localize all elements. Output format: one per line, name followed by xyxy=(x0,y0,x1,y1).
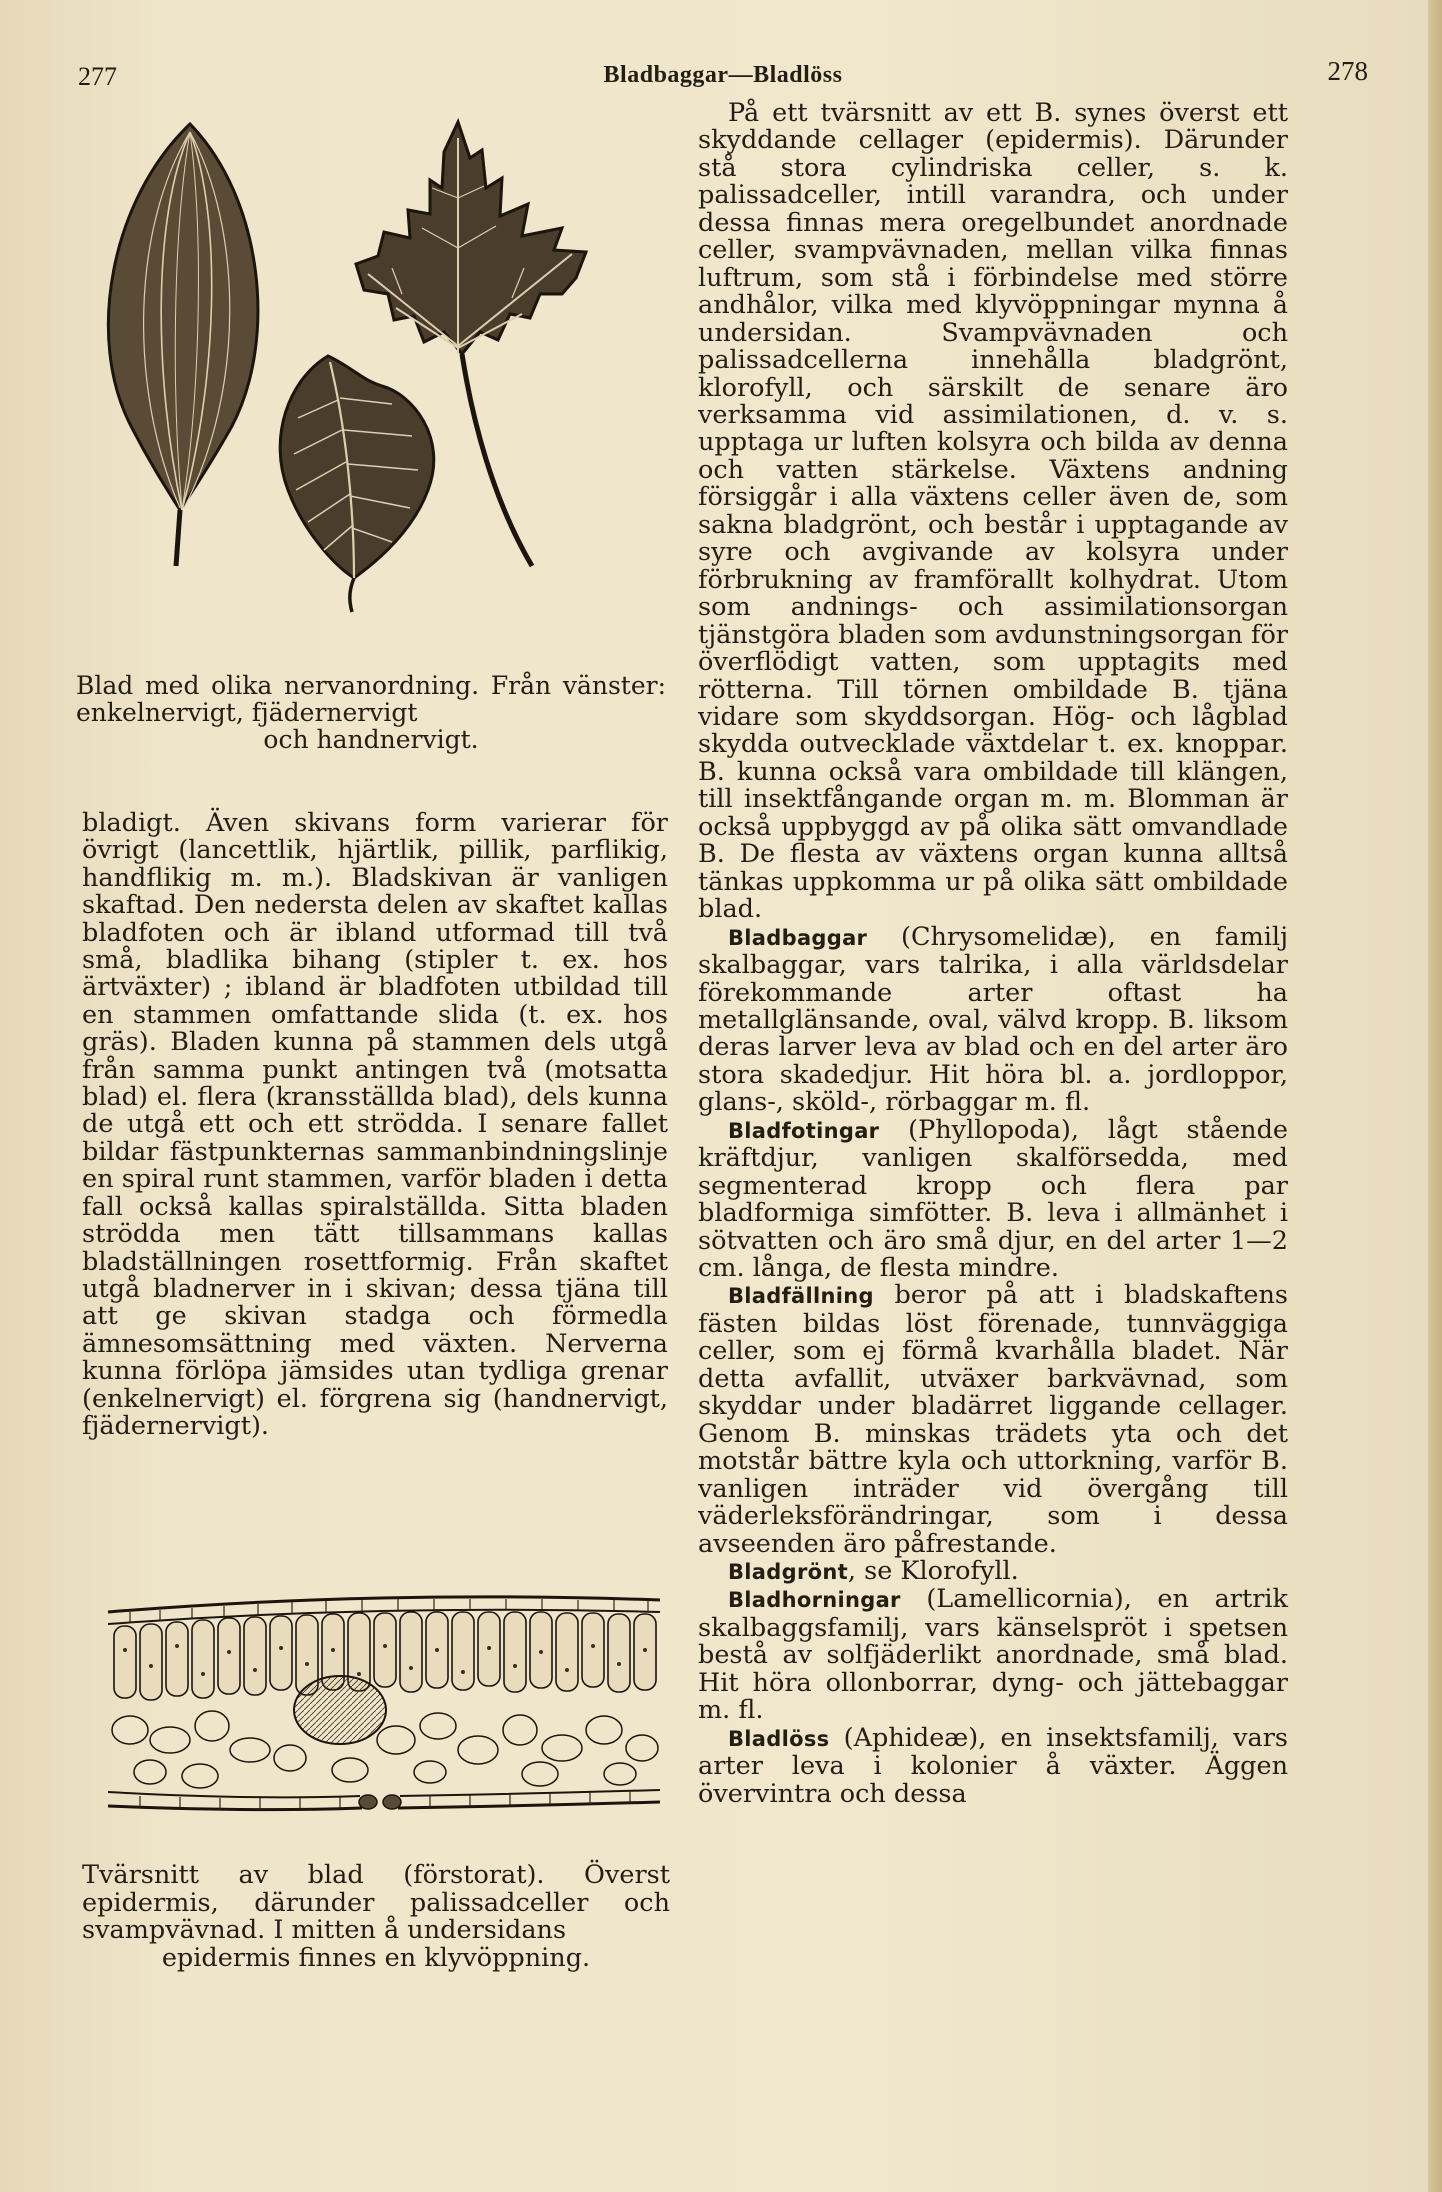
leaf-figure-caption xyxy=(76,672,666,753)
caption-line: Blad med olika nervanordning. Från vänster: enkelnervigt, fjädernervigt xyxy=(76,671,666,727)
page-number-right: 278 xyxy=(1327,56,1368,86)
page-edge xyxy=(1428,0,1442,2192)
entry-headword: Bladgrönt xyxy=(728,1560,848,1585)
page-header xyxy=(78,56,1368,96)
left-column-text xyxy=(82,810,668,1440)
palisade-cells xyxy=(114,1612,656,1700)
vascular-bundle xyxy=(294,1676,386,1744)
entry-text: , se Klorofyll. xyxy=(847,1556,1019,1587)
entry-text: (Aphideæ), en insektsfamilj, vars arter leva i kolonier å växter. Äggen övervintra och dessa xyxy=(698,1722,1288,1809)
caption-line: Tvärsnitt av blad (förstorat). Överst epidermis, därunder palissadceller och svampvävnad. I mitten å undersidans xyxy=(82,1860,670,1945)
caption-line: epidermis finnes en klyvöppning. xyxy=(161,1942,591,1973)
entry-headword: Bladbaggar xyxy=(728,925,868,950)
entry-text: (Lamellicornia), en artrik skalbaggsfamilj, vars känselspröt i spetsen bestå av solfjäderlikt anordnade, små blad. Hit höra ollonborrar, dyng- och jättebaggar m. fl. xyxy=(698,1584,1288,1726)
body-paragraph: På ett tvärsnitt av ett B. synes överst ett skyddande cellager (epidermis). Därunder stå stora cylindriska celler, s. k. palissadceller, intill varandra, och under dessa finnas mera oregelbundet anordnade celler, svampvävnaden, mellan vilka finnas luftrum, som stå i förbindelse med större andhålor, vilka med klyvöppningar mynna å undersidan. Svampvävnaden och palissadcellerna innehålla bladgrönt, klorofyll, och särskilt de senare äro verksamma vid assimilationen, d. v. s. upptaga ur luften kolsyra och bilda av denna och vatten stärkelse. Växtens andning försiggår i alla växtens celler även de, som sakna bladgrönt, och består i upptagande av syre och avgivande av kolsyra under förbrukning av framförallt kolhydrat. Utom som andnings- och assimilationsorgan tjänstgöra bladen som avdunstningsorgan för överflödigt vatten, som upptagits med rötterna. Till törnen ombildade B. tjäna vidare som skyddsorgan. Hög- och lågblad skydda outvecklade växtdelar t. ex. knoppar. B. kunna också vara ombildade till klängen, till insektfångande organ m. m. Blomman är också uppbyggd av på olika sätt omvandlade B. De flesta av växtens organ kunna alltså tänkas uppkomma ur på olika sätt ombildade blad. xyxy=(698,98,1288,925)
running-head: Bladbaggar—Bladlöss xyxy=(603,62,843,88)
entry-text: (Chrysomelidæ), en familj skalbaggar, vars talrika, i alla världsdelar förekommande arter oftast ha metallglänsande, oval, välvd kropp. B. liksom deras larver leva av blad och en del arter äro stora skadedjur. Hit höra bl. a. jordloppor, glans-, sköld-, rörbaggar m. fl. xyxy=(698,921,1288,1118)
caption-line: och handnervigt. xyxy=(263,725,479,754)
spongy-cells xyxy=(112,1711,658,1788)
cross-section-caption xyxy=(82,1862,670,1972)
entry-text: beror på att i bladskaftens fästen bildas löst förenade, tunnväggiga celler, som ej förmå kvarhålla bladet. När detta avfallit, utväxer barkvävnad, som skyddar under bladärret liggande cellager. Genom B. minskas trädets yta och det motstår bättre kyla och uttorkning, varför B. vanligen inträder vid övergång till väderleksförändringar, som i dessa avseenden äro påfrestande. xyxy=(698,1280,1288,1559)
leaf-illustrations-icon xyxy=(92,118,652,638)
entry-headword: Bladfällning xyxy=(728,1284,874,1309)
stoma xyxy=(359,1795,401,1809)
dictionary-entry xyxy=(698,1114,1288,1284)
right-column-text xyxy=(698,100,1288,1808)
entry-text: (Phyllopoda), lågt stående kräftdjur, vanligen skalförsedda, med segmenterad kropp och flera par bladformiga simfötter. B. leva i allmänhet i sötvatten och äro små djur, en del arter 1—2 cm. långa, de flesta mindre. xyxy=(698,1114,1288,1284)
page-number-left: 277 xyxy=(78,62,117,91)
dictionary-entry xyxy=(698,1722,1288,1809)
entry-headword: Bladhorningar xyxy=(728,1588,901,1613)
dictionary-entry xyxy=(698,1558,1288,1586)
body-paragraph: bladigt. Även skivans form varierar för övrigt (lancettlik, hjärtlik, pillik, parflikig, handflikig m. m.). Bladskivan är vanligen skaftad. Den nedersta delen av skaftet kallas bladfoten och är ibland utformad till två små, bladlika bihang (stipler t. ex. hos ärtväxter) ; ibland är bladfoten utbildad till en stammen omfattande slida (t. ex. hos gräs). Bladen kunna på stammen dels utgå från samma punkt antingen två (motsatta blad) el. flera (kransställda blad), dels kunna de utgå ett och ett strödda. I senare fallet bildar fästpunkternas sammanbindningslinje en spiral runt stammen, varför bladen i detta fall också kallas spiralställda. Sitta bladen strödda men tätt tillsammans kallas bladställningen rosettformig. Från skaftet utgå bladnerver in i skivan; dessa tjäna till att ge skivan stadga och förmedla ämnesomsättning med växten. Nerverna kunna förlöpa jämsides utan tydliga grenar (enkelnervigt) el. förgrena sig (handnervigt, fjädernervigt). xyxy=(82,808,668,1441)
pinnate-leaf-icon xyxy=(280,356,434,612)
entry-headword: Bladlöss xyxy=(728,1726,830,1751)
dictionary-entry xyxy=(698,1282,1288,1558)
dictionary-entry xyxy=(698,1586,1288,1724)
leaf-cross-section-illustration-icon xyxy=(100,1590,670,1840)
entry-headword: Bladfotingar xyxy=(728,1118,880,1143)
lanceolate-leaf-icon xyxy=(108,124,258,566)
dictionary-entry xyxy=(698,921,1288,1118)
